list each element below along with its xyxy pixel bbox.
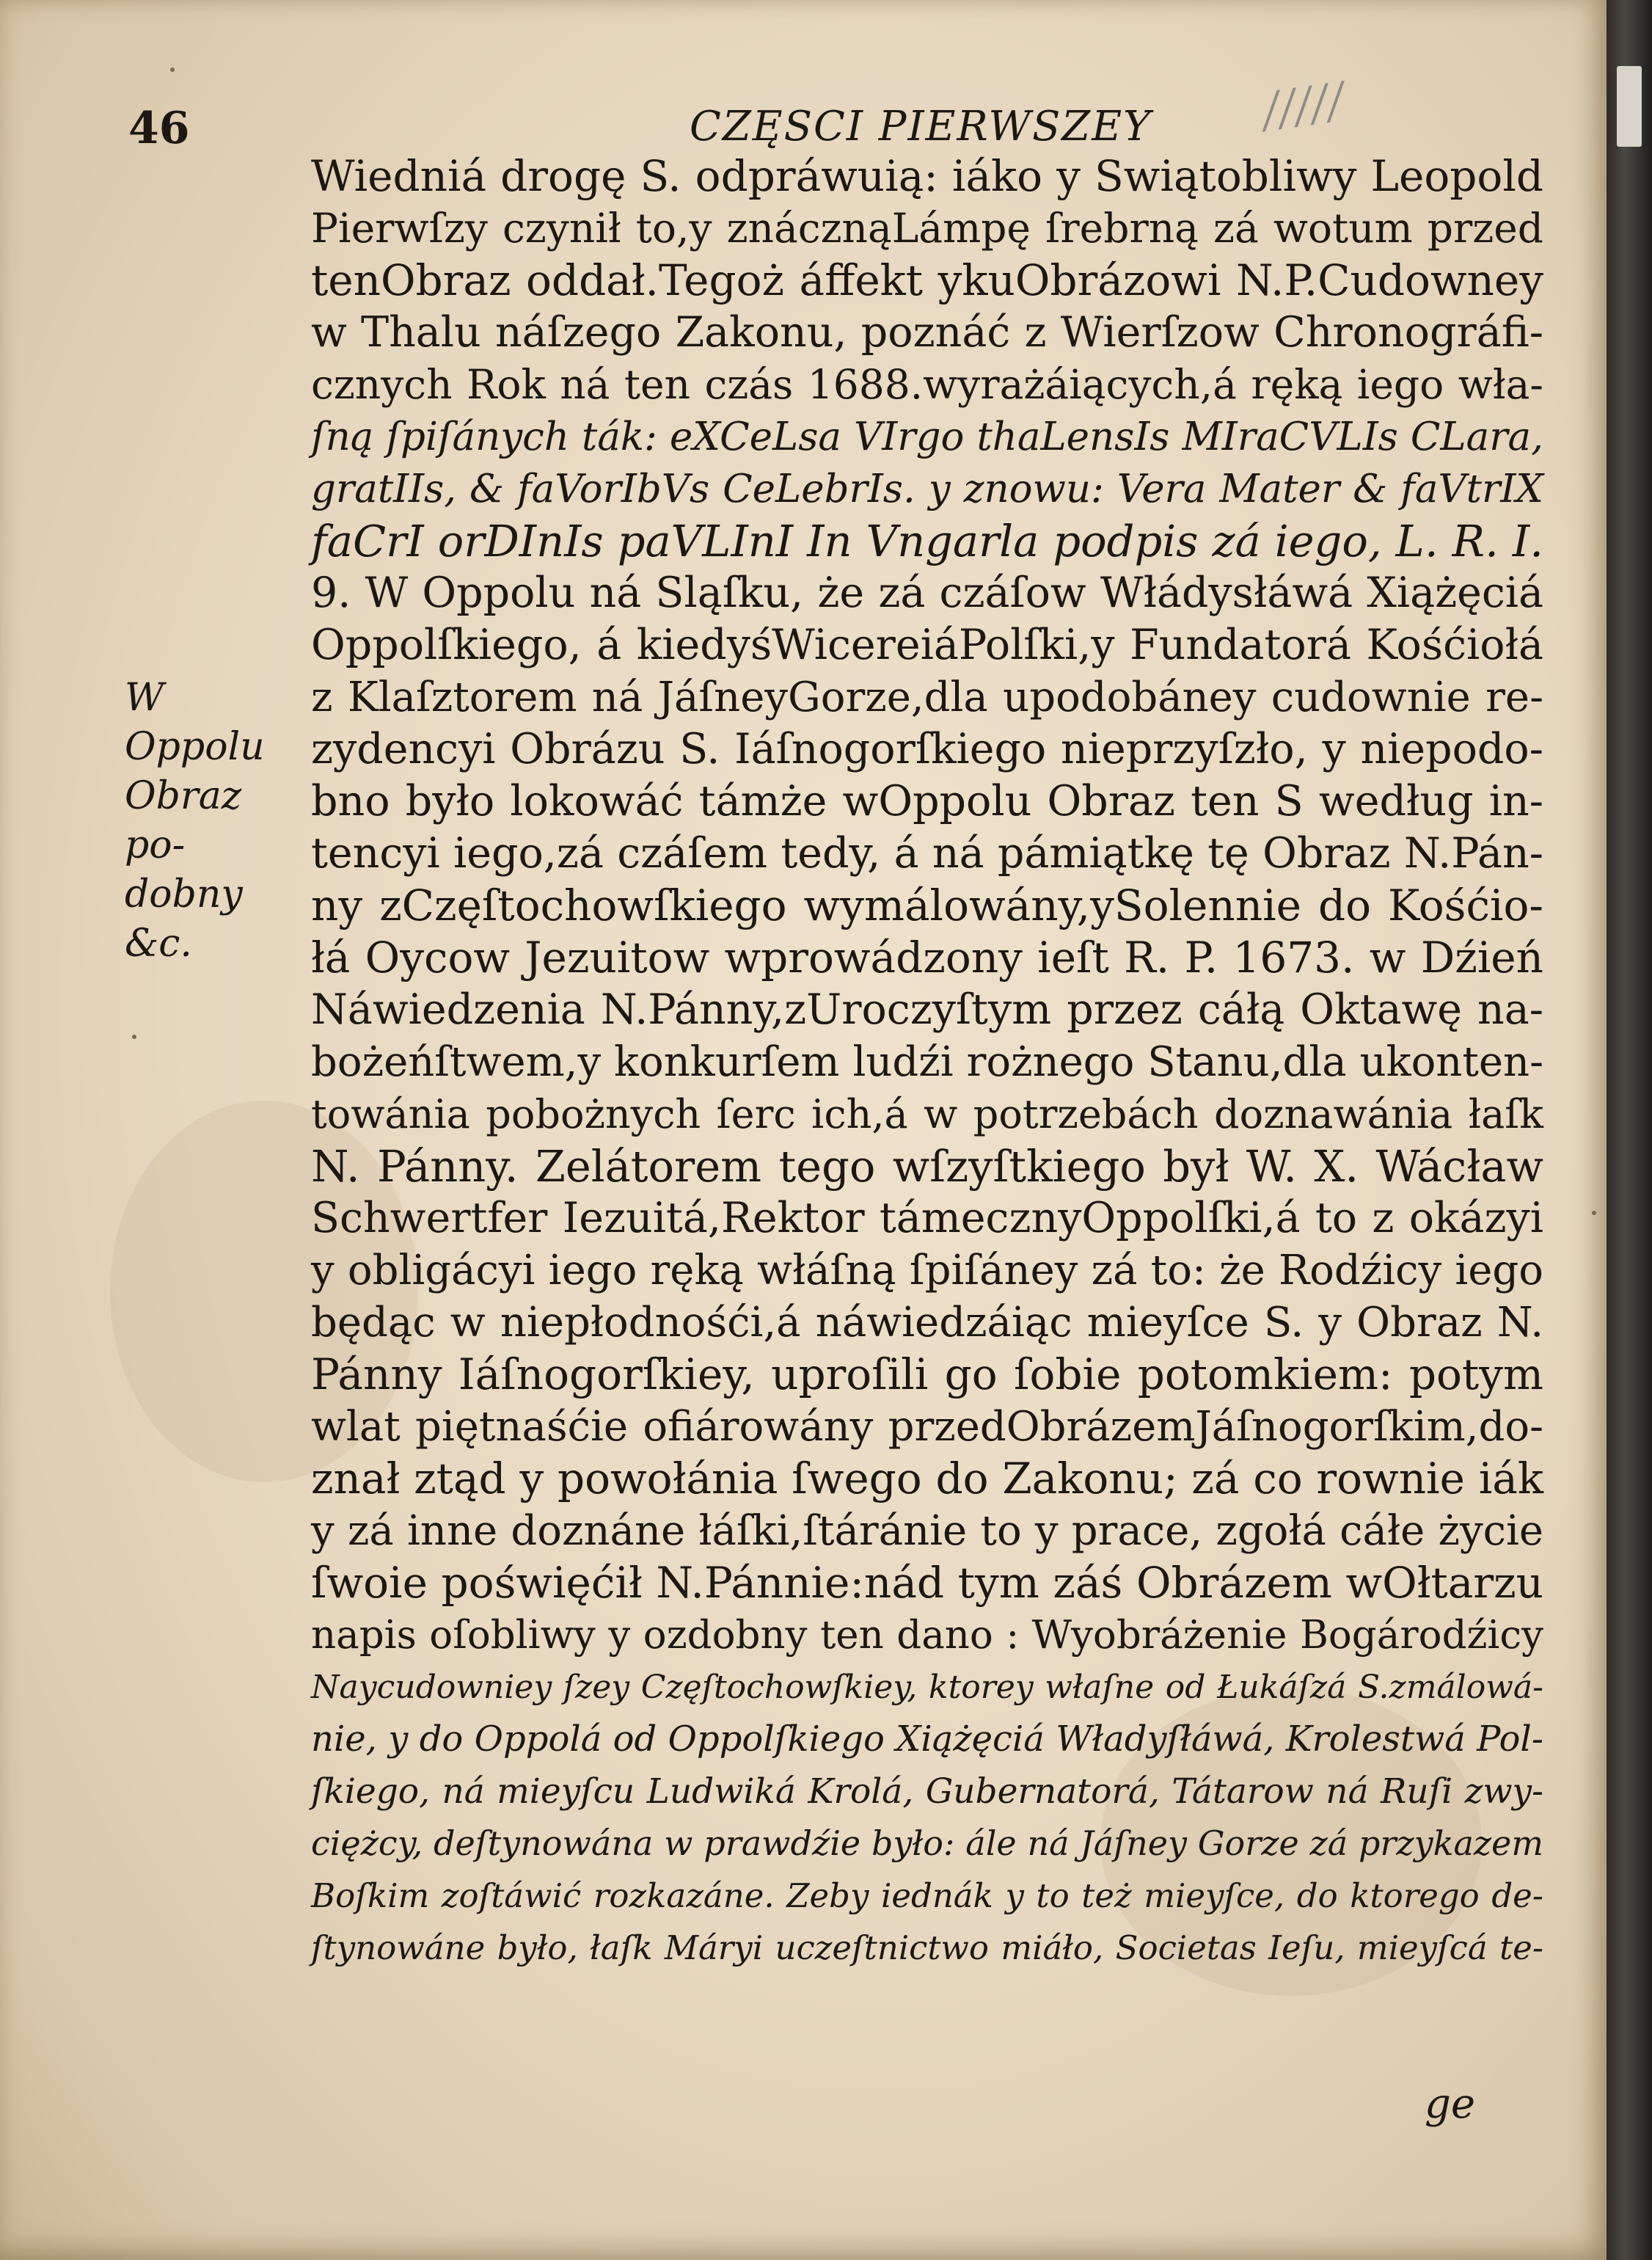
- text-line: Pánny Iáſnogorſkiey, uproſili go ſobie potomkiem: potym: [311, 1349, 1543, 1399]
- body-text: [311, 150, 1543, 1974]
- text-line: Pierwſzy czynił to,y znácznąLámpę ſrebrną zá wotum przed: [311, 205, 1543, 252]
- margin-note-line: dobny &c.: [125, 872, 243, 966]
- edge-tab: [1617, 66, 1642, 147]
- page-number: 46: [128, 103, 190, 154]
- text-line: z Klaſztorem ná JáſneyGorze,dla upodobáney cudownie re-: [311, 674, 1543, 721]
- text-line: faCrI orDInIs paVLInI In Vngarla podpis zá iego, L. R. I.: [311, 516, 1543, 566]
- text-line: Wiedniá drogę S. odpráwuią: iáko y Swiątobliwy Leopold: [311, 151, 1543, 201]
- catchword: ge: [1425, 2080, 1475, 2128]
- text-line: N. Pánny. Zelátorem tego wſzyſtkiego był W. X. Wácław: [311, 1141, 1543, 1192]
- text-line: Boſkim zoſtáwić rozkazáne. Zeby iednák y to też mieyſce, do ktorego de-: [311, 1876, 1543, 1915]
- text-line: znał ztąd y powołánia ſwego do Zakonu; zá co rownie iák: [311, 1454, 1543, 1503]
- text-line: Oppolſkiego, á kiedyśWicereiáPolſki,y Fundatorá Kośćiołá: [311, 621, 1543, 669]
- text-line: y obligácyi iego ręką włáſną ſpiſáney zá to: że Rodźicy iego: [311, 1247, 1543, 1294]
- text-line: y zá inne doznáne łáſki,ſtáránie to y prace, zgołá cáłe życie: [311, 1507, 1543, 1555]
- text-line: Naycudowniey ſzey Częſtochowſkiey, ktorey właſne od Łukáſzá S.zmálowá-: [311, 1669, 1543, 1706]
- text-line: Náwiedzenia N.Pánny,zUroczyſtym przez cáłą Oktawę na-: [311, 985, 1543, 1034]
- book-edge: [1607, 0, 1652, 2260]
- ink-speck: [132, 1035, 136, 1039]
- text-line: tencyi iego,zá czáſem tedy, á ná pámiątkę tę Obraz N.Pán-: [311, 829, 1543, 878]
- text-line: ſtynowáne było, łaſk Máryi uczeſtnictwo miáło, Societas Ieſu, mieyſcá te-: [311, 1928, 1543, 1967]
- text-line: bożeńſtwem,y konkurſem ludźi rożnego Stanu,dla ukonten-: [311, 1038, 1543, 1086]
- text-line: wlat piętnaśćie ofiárowány przedObrázemJáſnogorſkim,do-: [311, 1403, 1543, 1451]
- margin-note: [125, 674, 301, 969]
- text-line: w Thalu náſzego Zakonu, poznáć z Wierſzow Chronográfi-: [311, 308, 1543, 357]
- text-line: ny zCzęſtochowſkiego wymálowány,ySolennie do Kośćio-: [311, 881, 1543, 930]
- pencil-mark: /////: [1257, 68, 1348, 145]
- text-line: Schwertfer Iezuitá,Rektor támecznyOppolſki,á to z okázyi: [311, 1194, 1543, 1242]
- text-line: ſkiego, ná mieyſcu Ludwiká Krolá, Gubernatorá, Tátarow ná Ruſi zwy-: [311, 1771, 1543, 1812]
- text-line: bno było lokowáć támże wOppolu Obraz ten S według in-: [311, 777, 1543, 825]
- text-line: towánia pobożnych ſerc ich,á w potrzebách doznawánia łaſk: [311, 1091, 1543, 1137]
- text-line: będąc w niepłodnośći,á náwiedzáiąc mieyſce S. y Obraz N.: [311, 1299, 1543, 1346]
- margin-note-line: Obraz po-: [125, 774, 242, 867]
- text-line: gratIIs, & faVorIbVs CeLebrIs. y znowu: Vera Mater & faVtrIX: [311, 467, 1543, 511]
- text-line: napis oſobliwy y ozdobny ten dano : Wyobráżenie Bogárodźicy: [311, 1613, 1543, 1658]
- ink-speck: [1592, 1211, 1596, 1215]
- margin-note-line: W Oppolu: [125, 676, 265, 769]
- text-line: cznych Rok ná ten czás 1688.wyrażáiących,á ręką iego wła-: [311, 361, 1543, 408]
- text-line: 9. W Oppolu ná Sląſku, że zá czáſow Włádysłáwá Xiążęciá: [311, 569, 1543, 617]
- running-title: CZĘSCI PIERWSZEY: [690, 103, 1152, 150]
- text-line: nie, y do Oppolá od Oppolſkiego Xiążęciá Władyſłáwá, Krolestwá Pol-: [311, 1718, 1543, 1760]
- ink-speck: [170, 68, 175, 72]
- text-line: zydencyi Obrázu S. Iáſnogorſkiego nieprzyſzło, y niepodo-: [311, 725, 1543, 773]
- text-line: tenObraz oddał.Tegoż áffekt ykuObrázowi N.P.Cudowney: [311, 255, 1543, 305]
- text-line: ſwoie poświęćił N.Pánnie:nád tym záś Obrázem wOłtarzu: [311, 1558, 1543, 1608]
- text-line: ciężcy, deſtynowána w prawdźie było: ále ná Jáſney Gorze zá przykazem: [311, 1823, 1543, 1863]
- text-line: ſną ſpiſánych ták: eXCeLsa VIrgo thaLensIs MIraCVLIs CLara,: [311, 415, 1543, 459]
- text-line: łá Oycow Jezuitow wprowádzony ieſt R. P. 1673. w Dźień: [311, 933, 1543, 983]
